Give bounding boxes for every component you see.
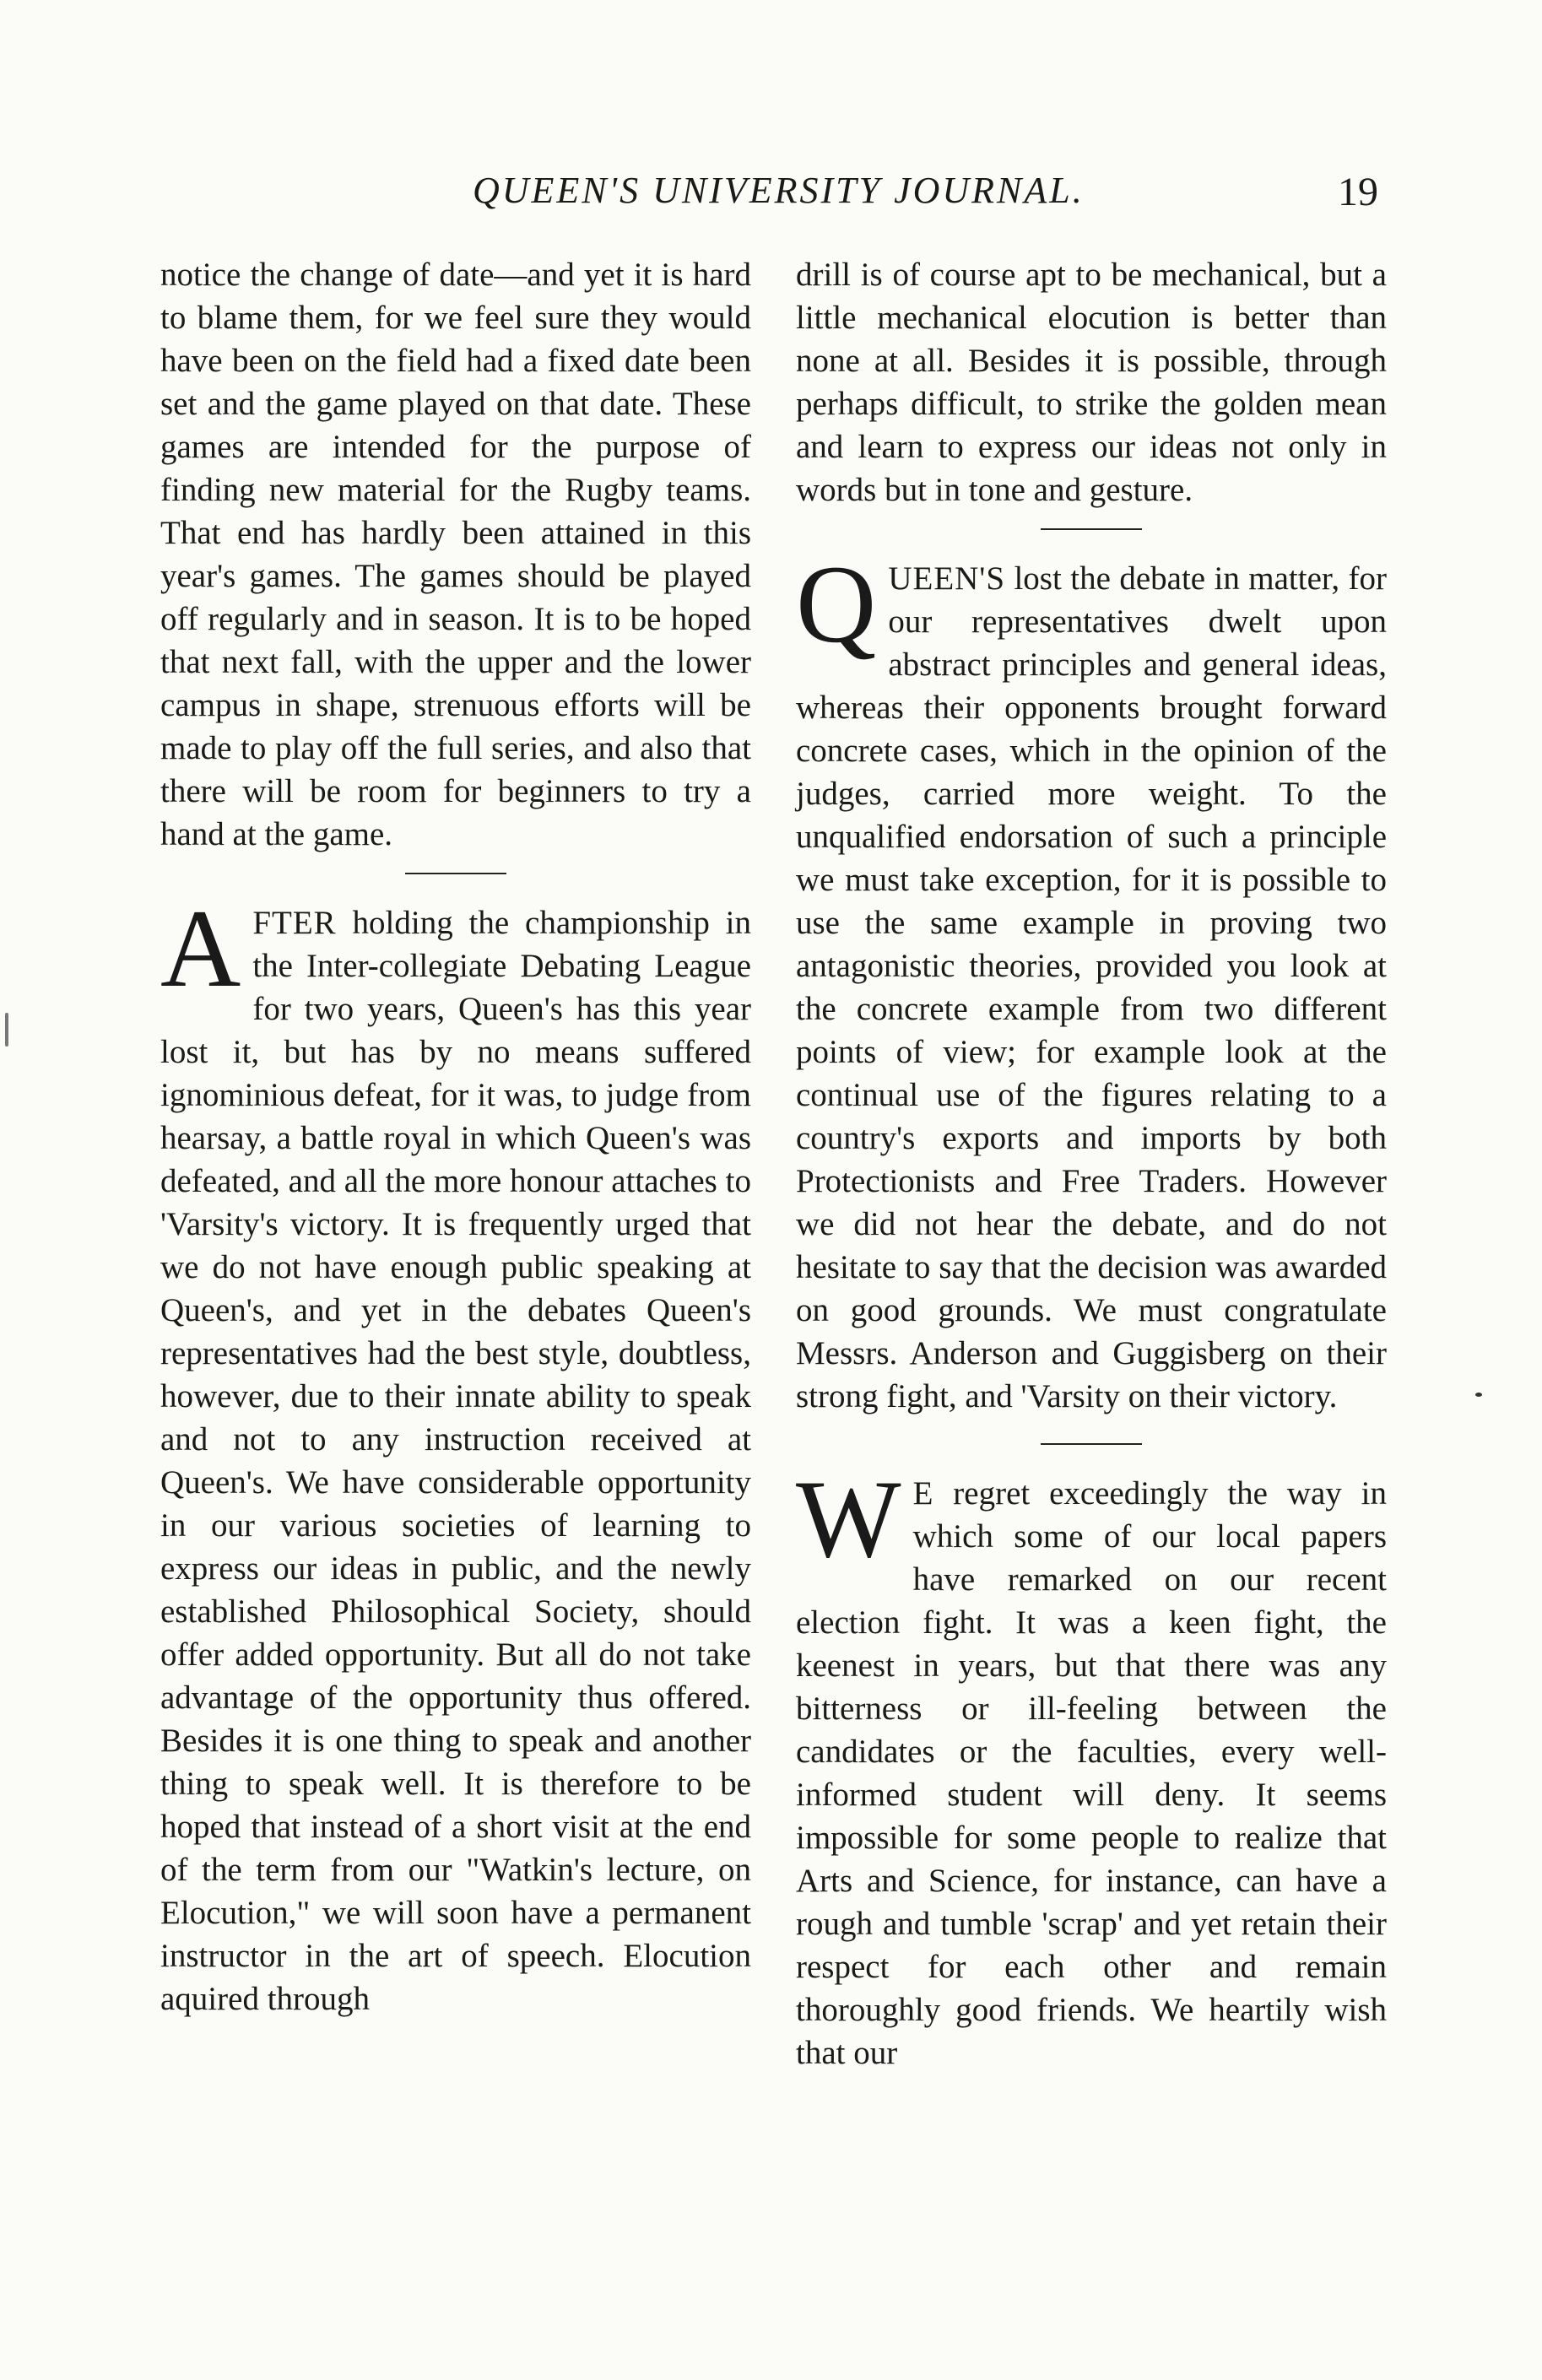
section-divider <box>1041 1443 1142 1445</box>
scan-speck <box>5 1013 8 1047</box>
running-title: QUEEN'S UNIVERSITY JOURNAL. <box>473 170 1085 211</box>
section-divider <box>405 873 506 874</box>
scan-speck <box>1475 1393 1482 1397</box>
lead-word: E <box>912 1475 934 1512</box>
paragraph-rugby-games: notice the change of date—and yet it is hard to blame them, for we feel sure they would have been on the field had a fixed date been set and the game played on that date. These games are intended for the purpose of finding new material for the Rugby teams. That end has hardly been attained in this year's games. The games should be played off regularly and in season. It is to be hoped that next fall, with the upper and the lower campus in shape, strenuous efforts will be made to play off the full series, and also that there will be room for beginners to try a hand at the game. <box>160 257 751 852</box>
paragraph-body: regret exceedingly the way in which some of our local papers have remarked on our recent election fight. It was a keen fight, the keenest in years, but that there was any bitterness or ill-feeling between the candidates or the faculties, every well-informed student will deny. It seems impossible for some people to realize that Arts and Science, for instance, can have a rough and tumble 'scrap' and yet retain their respect for each other and remain thoroughly good friends. We heartily wish that our <box>796 1475 1387 2071</box>
paragraph-debate-lost <box>796 542 1387 1418</box>
section-divider <box>1041 528 1142 530</box>
drop-cap: A <box>160 886 241 1010</box>
lead-word: FTER <box>252 905 337 941</box>
paragraph-elocution-drill: drill is of course apt to be mechanical, but a little mechanical elocution is better than none at all. Besides it is possible, through perhaps difficult, to strike the golden mean and learn to express our ideas not only in words but in tone and gesture. <box>796 257 1387 508</box>
drop-cap: W <box>796 1457 901 1581</box>
right-column <box>796 253 1387 2074</box>
paragraph-body: holding the championship in the Inter-collegiate Debating League for two years, Queen's has this year lost it, but has by no means suffered ignominious defeat, for it was, to judge from hearsay, a battle royal in which Queen's was defeated, and all the more honour attaches to 'Varsity's victory. It is frequently urged that we do not have enough public speaking at Queen's, and yet in the debates Queen's representatives had the best style, doubtless, however, due to their innate ability to speak and not to any instruction received at Queen's. We have considerable opportunity in our various societies of learning to express our ideas in public, and the newly established Philosophical Society, should offer added opportunity. But all do not take advantage of the opportunity thus offered. Besides it is one thing to speak and another thing to speak well. It is therefore to be hoped that instead of a short visit at the end of the term from our "Watkin's lecture, on Elocution," we will soon have a permanent instructor in the art of speech. Elocution aquired through <box>160 905 751 2017</box>
paragraph-debating-league <box>160 886 751 2020</box>
drop-cap: Q <box>796 542 877 666</box>
paragraph-election-fight <box>796 1457 1387 2074</box>
left-column <box>160 253 751 2020</box>
page-number: 19 <box>1338 170 1378 214</box>
lead-word: UEEN'S <box>888 560 1006 597</box>
paragraph-body: lost the debate in matter, for our representatives dwelt upon abstract principles and general ideas, whereas their opponents brought forward concrete cases, which in the opinion of the judges, carried more weight. To the unqualified endorsation of such a principle we must take exception, for it is possible to use the same example in proving two antagonistic theories, provided you look at the concrete example from two different points of view; for example look at the continual use of the figures relating to a country's exports and imports by both Protectionists and Free Traders. However we did not hear the debate, and do not hesitate to say that the decision was awarded on good grounds. We must congratulate Messrs. Anderson and Guggisberg on their strong fight, and 'Varsity on their victory. <box>796 560 1387 1414</box>
page-header <box>0 169 1542 219</box>
